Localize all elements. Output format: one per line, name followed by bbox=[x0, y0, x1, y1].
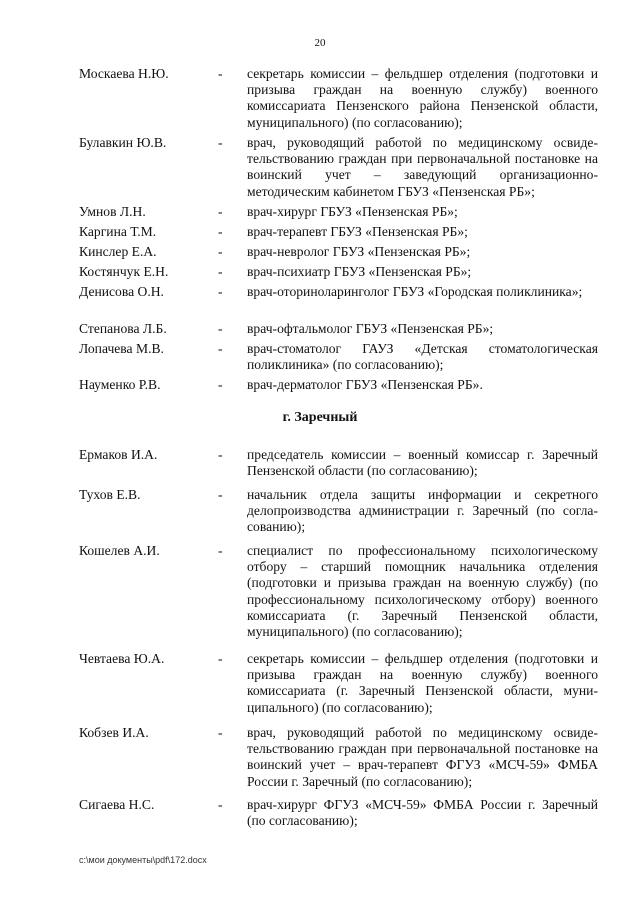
dash-separator: - bbox=[218, 725, 223, 740]
member-role: врач, руководящий работой по медицинскому освидетельствованию граждан при первоначальной постановке на воинский учет – заведующий организационно-методическим кабинетом ГБУЗ «Пензенская РБ»; bbox=[247, 135, 598, 199]
dash-separator: - bbox=[218, 377, 223, 392]
member-role: секретарь комиссии – фельдшер отделения (подготовки и призыва граждан на военную службу) военного комиссариата Пензенского района Пензенской области, муниципального) (по согласованию); bbox=[247, 66, 598, 130]
member-role: специалист по профессиональному психологическому отбору – старший помощник начальника отделения (подготовки и призыва граждан на военную службу) (по профессиональному психологическому отбору) военного комиссариата (г. Заречный Пензенской области, муниципального) (по согласованию); bbox=[247, 543, 598, 640]
member-name: Костянчук Е.Н. bbox=[79, 264, 169, 279]
member-name: Денисова О.Н. bbox=[79, 284, 164, 299]
member-name: Умнов Л.Н. bbox=[79, 204, 146, 219]
member-name: Москаева Н.Ю. bbox=[79, 66, 169, 81]
dash-separator: - bbox=[218, 284, 223, 299]
member-name: Ермаков И.А. bbox=[79, 447, 158, 462]
member-role: врач, руководящий работой по медицинскому освидетельствованию граждан при первоначальной постановке на воинский учет – врач-терапевт ФГУЗ «МСЧ-59» ФМБА России г. Заречный (по согласованию); bbox=[247, 725, 598, 789]
dash-separator: - bbox=[218, 244, 223, 259]
dash-separator: - bbox=[218, 135, 223, 150]
dash-separator: - bbox=[218, 66, 223, 81]
member-role: начальник отдела защиты информации и секретного делопроизводства администрации г. Заречный (по согласованию); bbox=[247, 487, 598, 535]
member-role: врач-психиатр ГБУЗ «Пензенская РБ»; bbox=[247, 264, 472, 279]
member-role: врач-стоматолог ГАУЗ «Детская стоматологическая поликлиника» (по согласованию); bbox=[247, 341, 598, 373]
member-role: врач-невролог ГБУЗ «Пензенская РБ»; bbox=[247, 244, 471, 259]
member-role: врач-терапевт ГБУЗ «Пензенская РБ»; bbox=[247, 224, 468, 239]
member-name: Кошелев А.И. bbox=[79, 543, 160, 558]
member-name: Кобзев И.А. bbox=[79, 725, 149, 740]
member-role: врач-хирург ГБУЗ «Пензенская РБ»; bbox=[247, 204, 458, 219]
member-role: врач-офтальмолог ГБУЗ «Пензенская РБ»; bbox=[247, 321, 494, 336]
dash-separator: - bbox=[218, 543, 223, 558]
section-heading: г. Заречный bbox=[282, 410, 358, 425]
member-name: Науменко Р.В. bbox=[79, 377, 161, 392]
dash-separator: - bbox=[218, 224, 223, 239]
dash-separator: - bbox=[218, 797, 223, 812]
member-name: Каргина Т.М. bbox=[79, 224, 157, 239]
member-name: Булавкин Ю.В. bbox=[79, 135, 167, 150]
member-name: Сигаева Н.С. bbox=[79, 797, 155, 812]
member-role: секретарь комиссии – фельдшер отделения (подготовки и призыва граждан на военную службу) военного комиссариата (г. Заречный Пензенской области, муниципального) (по согласованию); bbox=[247, 651, 598, 715]
file-path-footer: c:\мои документы\pdf\172.docx bbox=[79, 855, 207, 865]
member-role: врач-дерматолог ГБУЗ «Пензенская РБ». bbox=[247, 377, 483, 392]
dash-separator: - bbox=[218, 204, 223, 219]
member-role: врач-хирург ФГУЗ «МСЧ-59» ФМБА России г. Заречный (по согласованию); bbox=[247, 797, 598, 829]
dash-separator: - bbox=[218, 651, 223, 666]
member-name: Чевтаева Ю.А. bbox=[79, 651, 165, 666]
member-name: Кинслер Е.А. bbox=[79, 244, 157, 259]
dash-separator: - bbox=[218, 447, 223, 462]
dash-separator: - bbox=[218, 264, 223, 279]
dash-separator: - bbox=[218, 341, 223, 356]
member-name: Степанова Л.Б. bbox=[79, 321, 167, 336]
dash-separator: - bbox=[218, 487, 223, 502]
dash-separator: - bbox=[218, 321, 223, 336]
member-role: врач-оториноларинголог ГБУЗ «Городская поликлиника»; bbox=[247, 284, 583, 299]
member-name: Лопачева М.В. bbox=[79, 341, 164, 356]
member-role: председатель комиссии – военный комиссар г. Заречный Пензенской области (по согласованию); bbox=[247, 447, 598, 479]
page-number: 20 bbox=[314, 37, 326, 49]
member-name: Тухов Е.В. bbox=[79, 487, 141, 502]
